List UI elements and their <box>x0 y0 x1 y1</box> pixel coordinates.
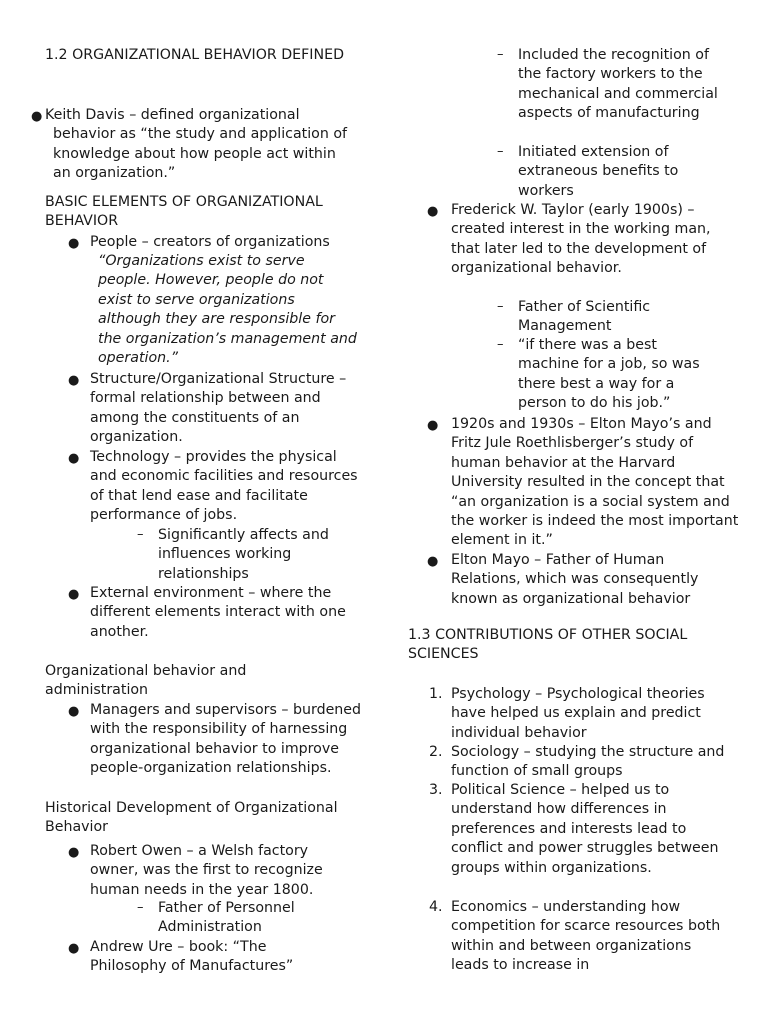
historical-development-heading: Historical Development of Organizational Behavior <box>45 800 338 836</box>
list-number: 2. <box>429 744 443 760</box>
list-number: 3. <box>429 782 443 798</box>
dash-marker: – <box>137 527 144 542</box>
mayo-roethlisberger-item: 1920s and 1930s – Elton Mayo’s and Fritz Jule Roethlisberger’s study of human behavior at the Harvard University resulted in the concept that “an organization is a social system and the worker is indeed the most important element in it.” <box>451 416 739 549</box>
bullet-dot: ● <box>68 941 80 956</box>
dash-marker: – <box>497 299 504 314</box>
elton-mayo-item: Elton Mayo – Father of Human Relations, which was consequently known as organizational behavior <box>451 552 699 607</box>
ob-administration-heading: Organizational behavior and administration <box>45 663 247 699</box>
dash-marker: – <box>137 900 144 915</box>
list-number: 1. <box>429 686 443 702</box>
dash-marker: – <box>497 337 504 352</box>
robert-owen-item: Robert Owen – a Welsh factory owner, was the first to recognize human needs in the year 1800. <box>90 843 323 898</box>
basic-elements-heading: BASIC ELEMENTS OF ORGANIZATIONAL BEHAVIOR <box>45 194 323 230</box>
keith-davis-item: Keith Davis – defined organizational behavior as “the study and application of knowledge about how people act within an organization.” <box>45 107 348 182</box>
people-quote: “Organizations exist to serve people. However, people do not exist to serve organizations although they are responsible for the organization’s management and operation.” <box>98 253 357 367</box>
dash-marker: – <box>497 144 504 159</box>
taylor-subitem-1: Father of Scientific Management <box>518 299 651 335</box>
bullet-dot: ● <box>427 418 439 433</box>
bullet-dot: ● <box>68 845 80 860</box>
political-science-item: Political Science – helped us to understand how differences in preferences and interests lead to conflict and power struggles between groups within organizations. <box>451 782 719 876</box>
bullet-dot: ● <box>68 451 80 466</box>
bullet-dot: ● <box>68 373 80 388</box>
bullet-dot: ● <box>68 236 80 251</box>
list-number: 4. <box>429 899 443 915</box>
andrew-ure-item: Andrew Ure – book: “The Philosophy of Manufactures” <box>90 939 294 975</box>
technology-item: Technology – provides the physical and economic facilities and resources of that lend ease and facilitate performance of jobs. <box>90 449 358 524</box>
robert-owen-subitem: Father of Personnel Administration <box>158 900 295 936</box>
technology-subitem: Significantly affects and influences working relationships <box>158 527 329 582</box>
frederick-taylor-item: Frederick W. Taylor (early 1900s) – created interest in the working man, that later led to the development of organizational behavior. <box>451 202 711 277</box>
bullet-dot: ● <box>31 109 43 124</box>
sociology-item: Sociology – studying the structure and function of small groups <box>451 744 725 780</box>
bullet-dot: ● <box>68 704 80 719</box>
people-item: People – creators of organizations <box>90 234 330 250</box>
psychology-item: Psychology – Psychological theories have helped us explain and predict individual behavior <box>451 686 705 741</box>
bullet-dot: ● <box>68 587 80 602</box>
structure-item: Structure/Organizational Structure – formal relationship between and among the constituents of an organization. <box>90 371 347 446</box>
section-heading-1-2: 1.2 ORGANIZATIONAL BEHAVIOR DEFINED <box>45 47 344 63</box>
economics-item: Economics – understanding how competition for scarce resources both within and between organizations leads to increase in <box>451 899 721 974</box>
managers-item: Managers and supervisors – burdened with the responsibility of harnessing organizational behavior to improve people-organization relationships. <box>90 702 362 777</box>
dash-marker: – <box>497 47 504 62</box>
ure-subitem-1: Included the recognition of the factory workers to the mechanical and commercial aspects of manufacturing <box>518 47 718 122</box>
ure-subitem-2: Initiated extension of extraneous benefits to workers <box>518 144 679 199</box>
taylor-subitem-2: “if there was a best machine for a job, so was there best a way for a person to do his job.” <box>518 337 700 412</box>
bullet-dot: ● <box>427 204 439 219</box>
bullet-dot: ● <box>427 554 439 569</box>
external-environment-item: External environment – where the different elements interact with one another. <box>90 585 346 640</box>
section-heading-1-3: 1.3 CONTRIBUTIONS OF OTHER SOCIAL SCIENCES <box>408 627 688 663</box>
